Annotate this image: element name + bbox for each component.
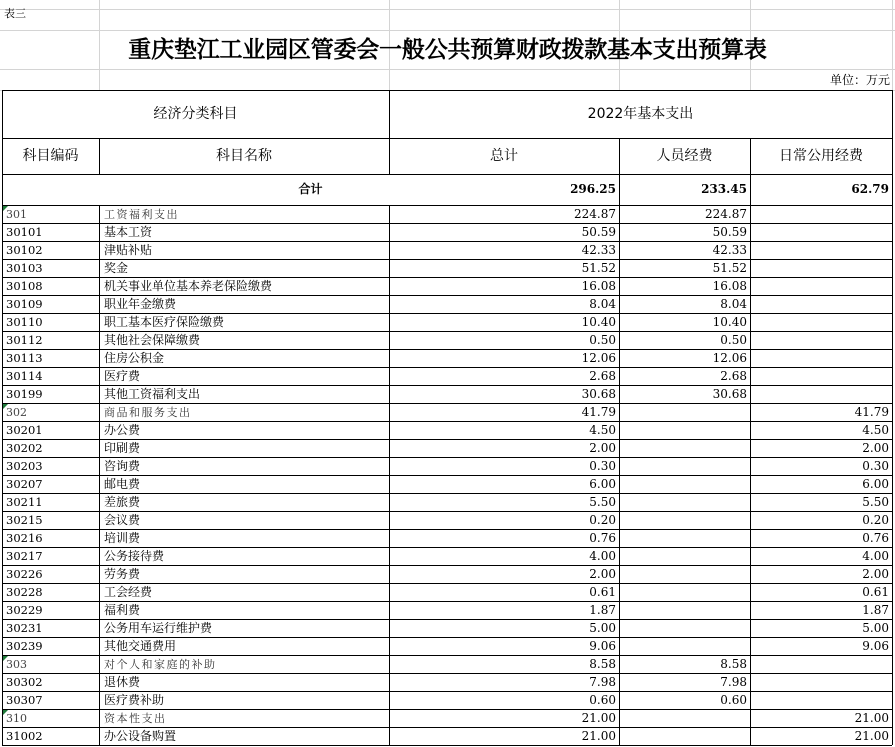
row-personnel[interactable]: 224.87 (705, 207, 747, 221)
row-total[interactable]: 2.00 (589, 441, 616, 455)
row-public[interactable] (750, 206, 889, 223)
row-name[interactable]: 印刷费 (104, 441, 141, 455)
row-code[interactable]: 30226 (6, 567, 43, 581)
row-total[interactable]: 0.76 (589, 531, 616, 545)
row-name[interactable]: 职工基本医疗保险缴费 (104, 315, 225, 329)
cell-comment-marker-icon (3, 404, 8, 409)
row-name[interactable]: 工资福利支出 (104, 208, 179, 221)
row-personnel[interactable] (619, 584, 747, 601)
table-border (2, 745, 892, 746)
row-total[interactable]: 8.04 (589, 297, 616, 311)
row-total[interactable]: 6.00 (589, 477, 616, 491)
row-name[interactable]: 工会经费 (104, 585, 153, 599)
row-personnel[interactable]: 51.52 (712, 261, 747, 275)
row-public[interactable] (750, 350, 889, 367)
row-name[interactable]: 退休费 (104, 675, 141, 689)
row-public[interactable]: 0.61 (862, 585, 889, 599)
row-personnel[interactable]: 30.68 (712, 387, 747, 401)
row-public[interactable] (750, 296, 889, 313)
row-personnel[interactable] (619, 404, 747, 421)
row-total[interactable]: 8.58 (589, 657, 616, 671)
row-code[interactable]: 30207 (6, 477, 43, 491)
row-code[interactable]: 30113 (6, 351, 43, 365)
row-total[interactable]: 10.40 (581, 315, 616, 329)
page-title[interactable]: 重庆垫江工业园区管委会一般公共预算财政拨款基本支出预算表 (128, 36, 767, 63)
row-total[interactable]: 9.06 (589, 639, 616, 653)
row-total[interactable]: 5.00 (589, 621, 616, 635)
row-name[interactable]: 邮电费 (104, 477, 141, 491)
row-public[interactable]: 21.00 (854, 729, 889, 743)
row-name[interactable]: 公务接待费 (104, 549, 165, 563)
row-public[interactable]: 6.00 (862, 477, 889, 491)
row-code[interactable]: 30231 (6, 621, 43, 635)
unit-label[interactable]: 单位：万元 (829, 73, 890, 87)
row-public[interactable]: 21.00 (854, 711, 889, 725)
row-name[interactable]: 医疗费补助 (104, 693, 165, 707)
row-code[interactable]: 30203 (6, 459, 43, 473)
row-code[interactable]: 31002 (6, 729, 43, 743)
row-code[interactable]: 310 (6, 712, 27, 725)
row-public[interactable]: 5.00 (862, 621, 889, 635)
row-public[interactable]: 0.30 (862, 459, 889, 473)
row-personnel[interactable]: 16.08 (712, 279, 747, 293)
row-code[interactable]: 303 (6, 658, 27, 671)
row-public[interactable] (750, 242, 889, 259)
gridline (0, 9, 895, 10)
row-code[interactable]: 30229 (6, 603, 43, 617)
row-name[interactable]: 福利费 (104, 603, 141, 617)
header-public[interactable]: 日常公用经费 (779, 148, 863, 164)
row-personnel[interactable]: 8.04 (720, 297, 747, 311)
row-name[interactable]: 办公费 (104, 423, 141, 437)
row-public[interactable]: 2.00 (862, 567, 889, 581)
row-code[interactable]: 30201 (6, 423, 43, 437)
row-code[interactable]: 30102 (6, 243, 43, 257)
row-total[interactable]: 16.08 (581, 279, 616, 293)
row-public[interactable]: 9.06 (862, 639, 889, 653)
row-public[interactable] (750, 368, 889, 385)
cell-comment-marker-icon (3, 710, 8, 715)
row-name[interactable]: 劳务费 (104, 567, 141, 581)
row-public[interactable]: 4.50 (862, 423, 889, 437)
row-code[interactable]: 30239 (6, 639, 43, 653)
row-total[interactable]: 4.00 (589, 549, 616, 563)
row-total[interactable]: 0.30 (589, 459, 616, 473)
row-public[interactable] (750, 386, 889, 403)
header-group-basic-expense[interactable]: 2022年基本支出 (587, 106, 694, 122)
row-name[interactable]: 职业年金缴费 (104, 297, 177, 311)
row-personnel[interactable] (619, 620, 747, 637)
row-public[interactable] (750, 332, 889, 349)
row-personnel[interactable] (619, 494, 747, 511)
row-name[interactable]: 对个人和家庭的补助 (104, 658, 217, 671)
row-code[interactable]: 30228 (6, 585, 43, 599)
row-code[interactable]: 30101 (6, 225, 43, 239)
header-total[interactable]: 总计 (490, 148, 518, 164)
row-public[interactable]: 0.76 (862, 531, 889, 545)
row-personnel[interactable] (619, 458, 747, 475)
row-public[interactable] (750, 278, 889, 295)
gridline (0, 69, 895, 70)
row-public[interactable] (750, 674, 889, 691)
row-total[interactable]: 21.00 (581, 729, 616, 743)
row-code[interactable]: 30211 (6, 495, 43, 509)
row-public[interactable] (750, 692, 889, 709)
row-code[interactable]: 30110 (6, 315, 43, 329)
row-total[interactable]: 12.06 (581, 351, 616, 365)
row-total[interactable]: 1.87 (589, 603, 616, 617)
table-border (892, 90, 893, 745)
row-code[interactable]: 30108 (6, 279, 43, 293)
row-code[interactable]: 302 (6, 406, 27, 419)
row-name[interactable]: 资本性支出 (104, 712, 167, 725)
row-public[interactable] (750, 224, 889, 241)
row-personnel[interactable] (619, 440, 747, 457)
row-personnel[interactable]: 2.68 (720, 369, 747, 383)
row-personnel[interactable]: 42.33 (712, 243, 747, 257)
row-total[interactable]: 0.60 (589, 693, 616, 707)
row-total[interactable]: 2.68 (589, 369, 616, 383)
total-value[interactable]: 296.25 (570, 182, 616, 196)
header-name[interactable]: 科目名称 (216, 148, 272, 164)
row-public[interactable]: 5.50 (862, 495, 889, 509)
row-code[interactable]: 30199 (6, 387, 43, 401)
row-personnel[interactable] (619, 566, 747, 583)
row-total[interactable]: 30.68 (581, 387, 616, 401)
row-name[interactable]: 咨询费 (104, 459, 141, 473)
row-code[interactable]: 30114 (6, 369, 43, 383)
row-code[interactable]: 30216 (6, 531, 43, 545)
row-personnel[interactable]: 50.59 (712, 225, 747, 239)
row-name[interactable]: 机关事业单位基本养老保险缴费 (104, 279, 273, 293)
row-public[interactable]: 41.79 (854, 405, 889, 419)
row-total[interactable]: 7.98 (589, 675, 616, 689)
total-label[interactable]: 合计 (298, 182, 323, 196)
row-total[interactable]: 51.52 (581, 261, 616, 275)
row-code[interactable]: 30217 (6, 549, 43, 563)
row-code[interactable]: 30215 (6, 513, 43, 527)
header-personnel[interactable]: 人员经费 (656, 148, 713, 164)
row-personnel[interactable] (619, 530, 747, 547)
row-name[interactable]: 培训费 (104, 531, 141, 545)
row-personnel[interactable]: 8.58 (720, 657, 747, 671)
cell-comment-marker-icon (3, 656, 8, 661)
row-name[interactable]: 公务用车运行维护费 (104, 621, 213, 635)
row-name[interactable]: 奖金 (104, 261, 129, 275)
row-total[interactable]: 0.20 (589, 513, 616, 527)
row-name[interactable]: 其他社会保障缴费 (104, 333, 201, 347)
row-total[interactable]: 42.33 (581, 243, 616, 257)
total-personnel[interactable]: 233.45 (701, 182, 747, 196)
row-personnel[interactable]: 7.98 (720, 675, 747, 689)
row-public[interactable]: 1.87 (862, 603, 889, 617)
row-personnel[interactable]: 10.40 (712, 315, 747, 329)
row-total[interactable]: 5.50 (589, 495, 616, 509)
row-code[interactable]: 30112 (6, 333, 43, 347)
row-personnel[interactable] (619, 512, 747, 529)
row-public[interactable] (750, 656, 889, 673)
row-code[interactable]: 30103 (6, 261, 43, 275)
row-name[interactable]: 差旅费 (104, 495, 141, 509)
row-total[interactable]: 0.61 (589, 585, 616, 599)
row-name[interactable]: 办公设备购置 (104, 729, 177, 743)
total-public[interactable]: 62.79 (851, 182, 889, 196)
row-public[interactable] (750, 314, 889, 331)
row-public[interactable]: 0.20 (862, 513, 889, 527)
row-personnel[interactable] (619, 602, 747, 619)
row-code[interactable]: 30302 (6, 675, 43, 689)
cell-comment-marker-icon (3, 206, 8, 211)
header-group-classification[interactable]: 经济分类科目 (153, 106, 238, 122)
header-code[interactable]: 科目编码 (22, 148, 79, 164)
row-personnel[interactable]: 0.50 (720, 333, 747, 347)
row-name[interactable]: 医疗费 (104, 369, 141, 383)
row-total[interactable]: 21.00 (581, 711, 616, 725)
row-public[interactable] (750, 260, 889, 277)
row-total[interactable]: 50.59 (581, 225, 616, 239)
row-public[interactable]: 2.00 (862, 441, 889, 455)
row-name[interactable]: 其他交通费用 (104, 639, 177, 653)
row-personnel[interactable] (619, 548, 747, 565)
row-public[interactable]: 4.00 (862, 549, 889, 563)
row-code[interactable]: 30109 (6, 297, 43, 311)
row-total[interactable]: 41.79 (581, 405, 616, 419)
row-code[interactable]: 30202 (6, 441, 43, 455)
row-total[interactable]: 224.87 (574, 207, 616, 221)
row-name[interactable]: 住房公积金 (104, 351, 165, 365)
row-total[interactable]: 2.00 (589, 567, 616, 581)
row-name[interactable]: 基本工资 (104, 225, 153, 239)
row-personnel[interactable] (619, 476, 747, 493)
row-code[interactable]: 30307 (6, 693, 43, 707)
row-name[interactable]: 商品和服务支出 (104, 406, 192, 419)
row-personnel[interactable] (619, 710, 747, 727)
row-total[interactable]: 4.50 (589, 423, 616, 437)
row-personnel[interactable] (619, 422, 747, 439)
row-name[interactable]: 津贴补贴 (104, 243, 153, 257)
row-personnel[interactable] (619, 728, 747, 745)
row-code[interactable]: 301 (6, 208, 27, 221)
sheet-label[interactable]: 表三 (4, 7, 26, 20)
row-personnel[interactable]: 12.06 (712, 351, 747, 365)
row-name[interactable]: 会议费 (104, 513, 141, 527)
row-name[interactable]: 其他工资福利支出 (104, 387, 201, 401)
row-total[interactable]: 0.50 (589, 333, 616, 347)
row-personnel[interactable]: 0.60 (720, 693, 747, 707)
row-personnel[interactable] (619, 638, 747, 655)
